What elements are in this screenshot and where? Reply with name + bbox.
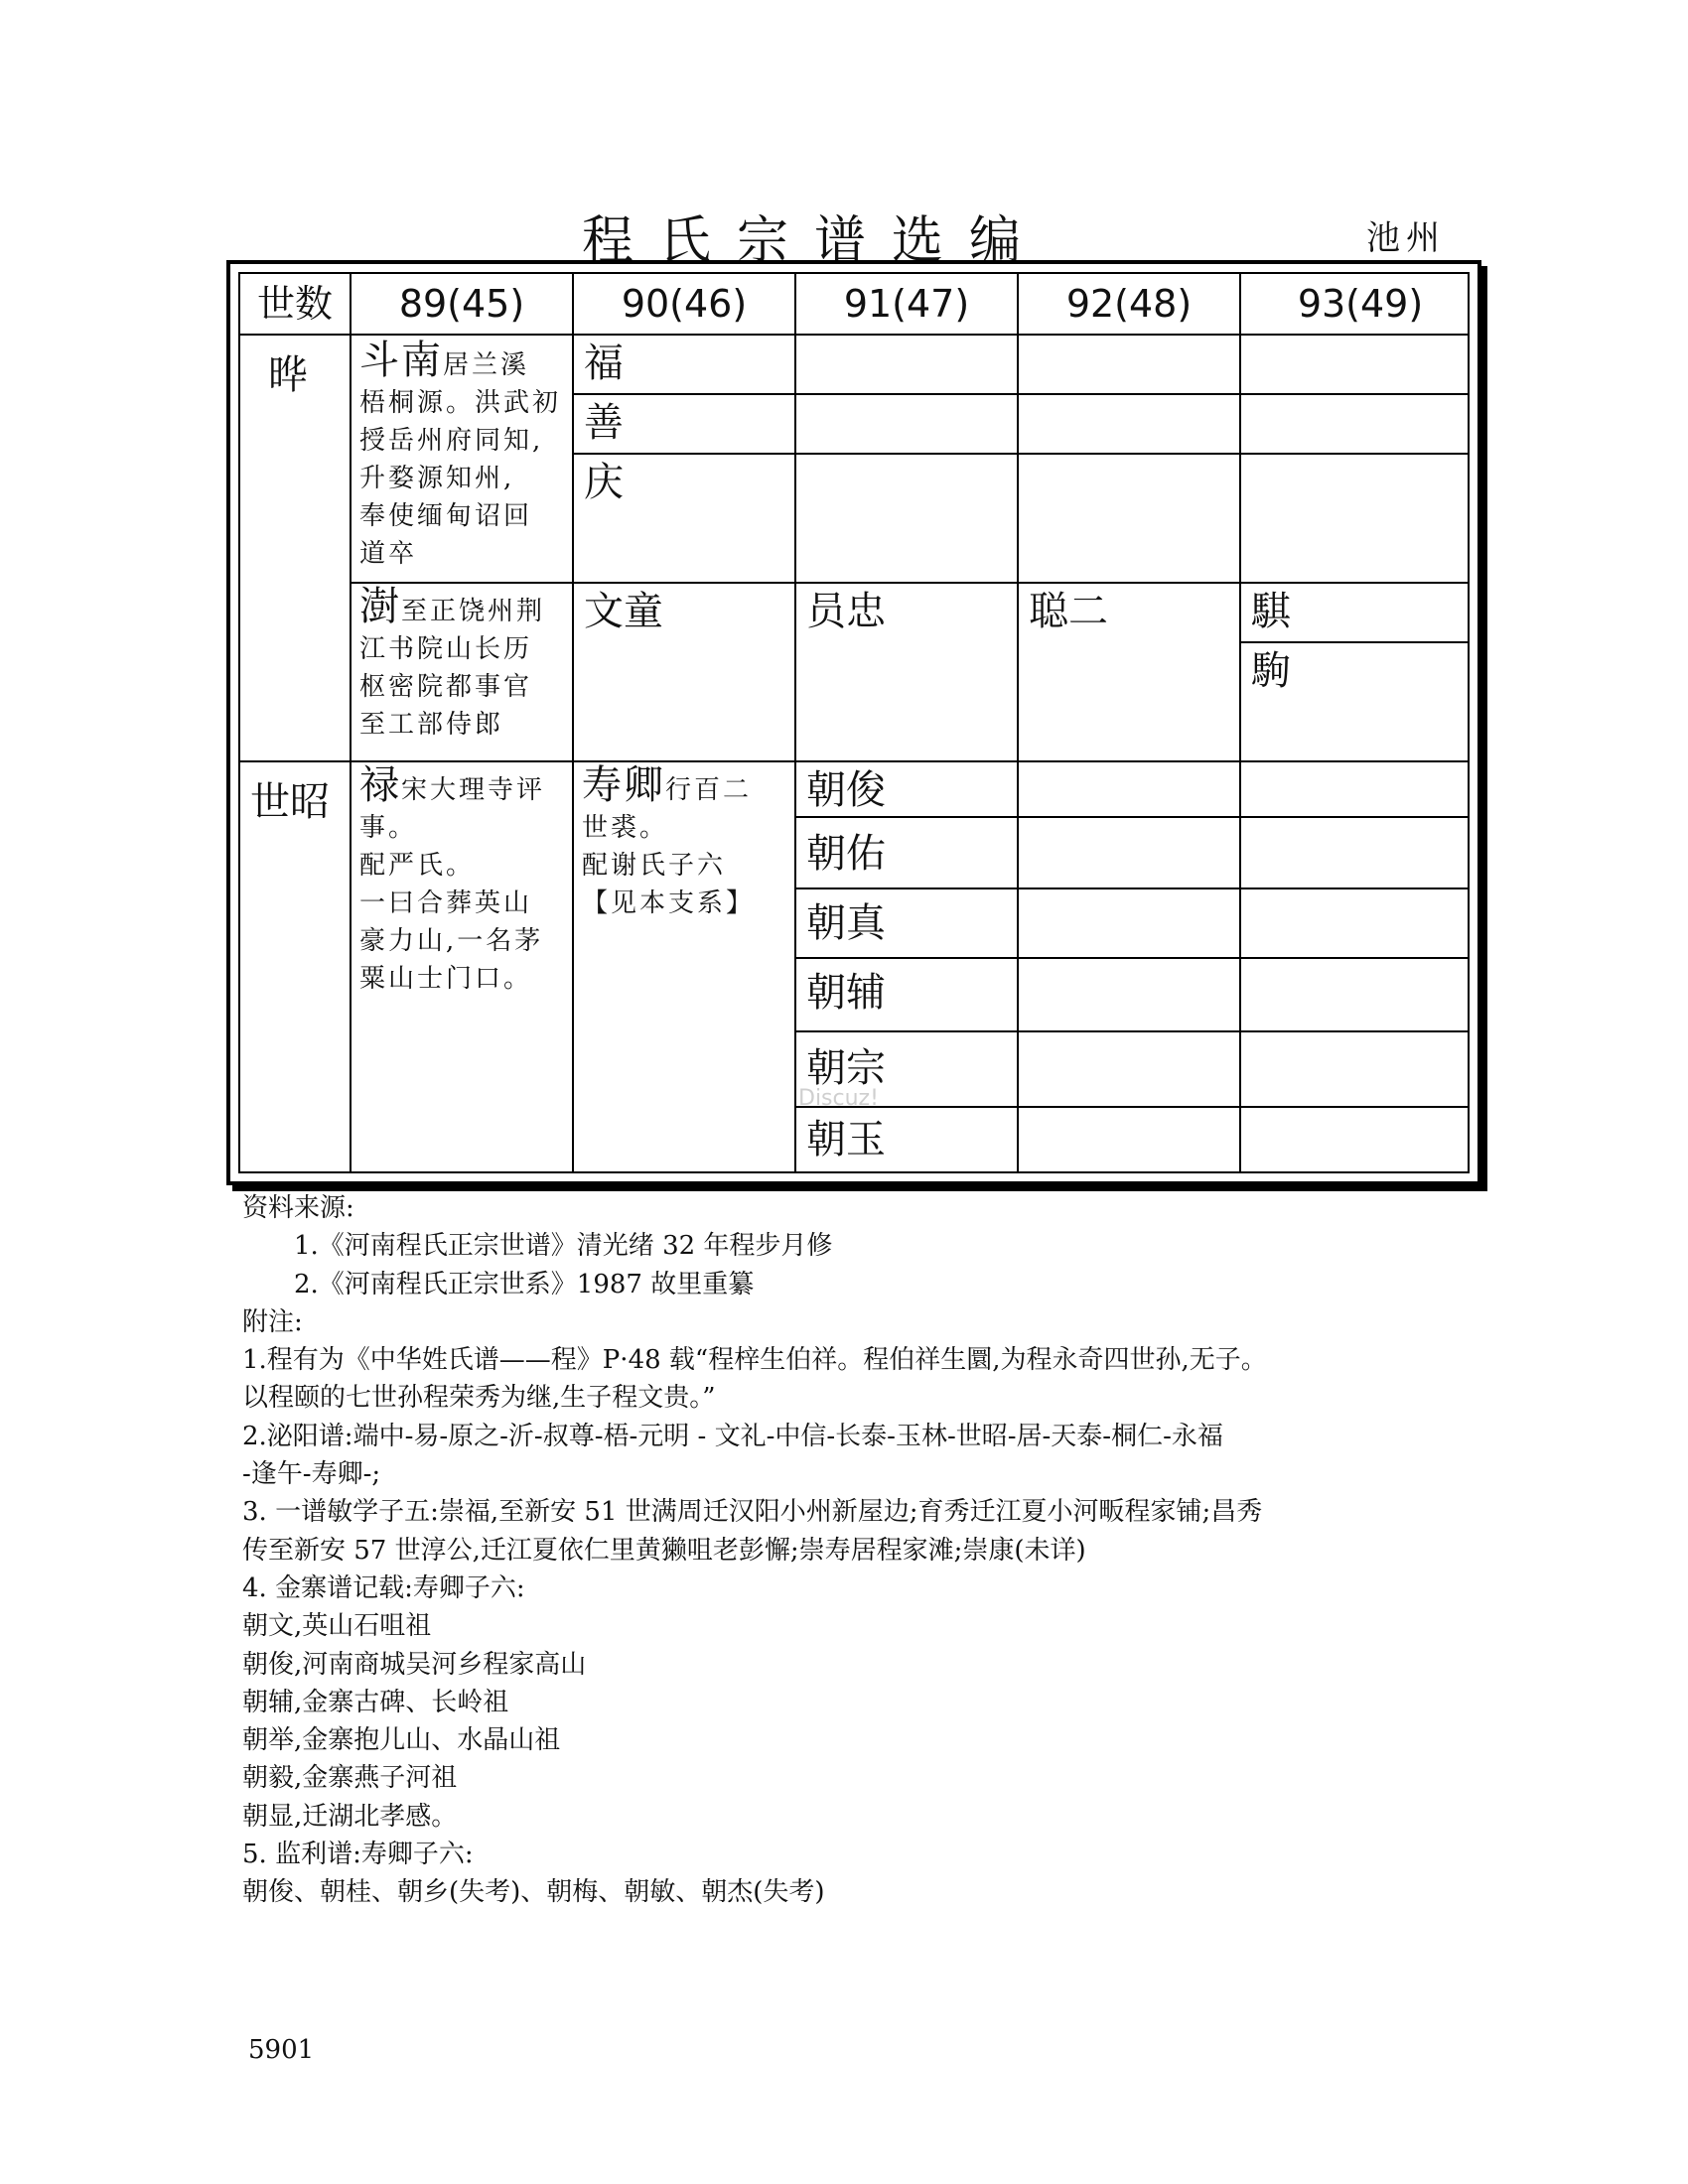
- note-line: 朝毅,金寨燕子河祖: [242, 1763, 458, 1794]
- note-line: 1.程有为《中华姓氏谱——程》P·48 载“程梓生伯祥。程伯祥生圜,为程永奇四世孙,无子。: [242, 1345, 1267, 1376]
- ancestor-name-ye: 晔: [268, 352, 308, 398]
- child-qing: 庆: [584, 460, 624, 505]
- desc-line: 世裘。: [582, 813, 669, 843]
- desc-line: 梧桐源。洪武初: [359, 388, 562, 418]
- person-name: 禄: [359, 762, 401, 808]
- grid-line: [794, 1030, 1468, 1032]
- note-line: 朝显,迁湖北孝感。: [242, 1801, 458, 1832]
- person-name: 斗南: [359, 338, 443, 383]
- header-shishu: 世数: [256, 282, 333, 326]
- page-number: 5901: [248, 2035, 315, 2065]
- note-line: 3. 一谱敏学子五:崇福,至新安 51 世满周迁汉阳小州新屋边;育秀迁江夏小河畈程家铺;昌秀: [242, 1497, 1263, 1528]
- note-line: 2.泌阳谱:端中-易-原之-沂-叔尊-梧-元明 - 文礼-中信-长泰-玉林-世昭-居-天泰-桐仁-永福: [242, 1421, 1223, 1451]
- person-yuanzhong: 员忠: [806, 589, 886, 634]
- desc-line: 升婺源知州,: [359, 464, 515, 493]
- person-name: 寿卿: [582, 762, 665, 808]
- genealogy-table: [226, 260, 1481, 1185]
- note-line: 资料来源:: [242, 1193, 354, 1223]
- desc-line: 江书院山长历: [359, 634, 533, 664]
- person-name: 澍: [359, 584, 401, 629]
- grid-line: [794, 957, 1468, 959]
- desc-line: 道卒: [359, 539, 418, 569]
- note-line: -逢午-寿卿-;: [242, 1459, 381, 1490]
- person-shouqing: [582, 762, 792, 922]
- desc-line: 粟山士门口。: [359, 964, 533, 994]
- person-desc-first: 至正饶州荆: [401, 597, 546, 626]
- notes-section: [242, 1189, 1474, 1912]
- note-line: 4. 金寨谱记载:寿卿子六:: [242, 1572, 525, 1603]
- header-gen-90: 90(46): [621, 282, 748, 326]
- child-shan: 善: [584, 400, 624, 446]
- grid-line: [1017, 274, 1019, 1171]
- person-ju: 駒: [1251, 648, 1291, 694]
- grandson-chaoyu: 朝玉: [806, 1117, 886, 1162]
- person-desc-first: 行百二: [665, 775, 753, 805]
- note-line: 1.《河南程氏正宗世谱》清光绪 32 年程步月修: [242, 1231, 833, 1262]
- grid-line: [572, 393, 1468, 395]
- region-label: 池州: [1366, 218, 1446, 258]
- header-gen-89: 89(45): [398, 282, 525, 326]
- page-title: 程氏宗谱选编: [581, 211, 1047, 271]
- grandson-chaozong: 朝宗: [806, 1045, 886, 1091]
- grid-line: [794, 816, 1468, 818]
- header-gen-93: 93(49): [1297, 282, 1424, 326]
- desc-line: 一曰合葬英山: [359, 888, 533, 918]
- note-line: 传至新安 57 世淳公,迁江夏依仁里黄獭咀老彭懈;崇寿居程家滩;崇康(未详): [242, 1535, 1086, 1566]
- note-line: 附注:: [242, 1306, 303, 1337]
- note-line: 以程颐的七世孙程荣秀为继,生子程文贵。”: [242, 1383, 716, 1414]
- grandson-chaofu: 朝辅: [806, 970, 886, 1016]
- desc-line: 枢密院都事官: [359, 672, 533, 702]
- grandson-chaojun: 朝俊: [806, 767, 886, 813]
- grid-line: [1239, 641, 1468, 643]
- header-gen-91: 91(47): [843, 282, 970, 326]
- grid-line: [350, 274, 352, 1171]
- person-dounan: [359, 338, 568, 573]
- desc-line: 豪力山,一名茅: [359, 926, 544, 956]
- grid-line: [350, 582, 1468, 584]
- grid-line: [1239, 274, 1241, 1171]
- watermark: Discuz!: [798, 1086, 879, 1111]
- desc-line: 奉使缅甸诏回: [359, 501, 533, 531]
- note-line: 朝辅,金寨古碑、长岭祖: [242, 1687, 509, 1717]
- note-line: 朝俊,河南商城吴河乡程家高山: [242, 1649, 587, 1680]
- desc-line: 配严氏。: [359, 851, 476, 881]
- child-fu: 福: [584, 341, 624, 386]
- desc-line: 【见本支系】: [582, 888, 756, 918]
- desc-line: 事。: [359, 813, 418, 843]
- grid-line: [572, 453, 1468, 455]
- person-lu: [359, 762, 568, 998]
- grandson-chaoyou: 朝佑: [806, 831, 886, 877]
- person-qi: 騏: [1251, 589, 1291, 634]
- note-line: 朝文,英山石咀祖: [242, 1611, 432, 1642]
- desc-line: 授岳州府同知,: [359, 426, 544, 456]
- header-gen-92: 92(48): [1065, 282, 1193, 326]
- person-conger: 聪二: [1029, 589, 1108, 634]
- desc-line: 至工部侍郎: [359, 710, 504, 740]
- person-shu: [359, 584, 568, 744]
- grid-line: [794, 1106, 1468, 1108]
- grid-line: [240, 760, 1468, 762]
- grid-line: [794, 274, 796, 1171]
- grid-line: [794, 887, 1468, 889]
- grid-line: [572, 274, 574, 1171]
- note-line: 朝俊、朝桂、朝乡(失考)、朝梅、朝敏、朝杰(失考): [242, 1877, 825, 1908]
- note-line: 5. 监利谱:寿卿子六:: [242, 1840, 474, 1870]
- desc-line: 配谢氏子六: [582, 851, 727, 881]
- grid-line: [240, 334, 1468, 336]
- ancestor-name-shizhao: 世昭: [250, 779, 330, 825]
- person-wentong: 文童: [584, 589, 663, 634]
- grandson-chaozhen: 朝真: [806, 900, 886, 946]
- person-desc-first: 宋大理寺评: [401, 775, 546, 805]
- note-line: 2.《河南程氏正宗世系》1987 故里重纂: [242, 1269, 755, 1299]
- person-desc-first: 居兰溪: [443, 350, 530, 380]
- table-grid: [238, 272, 1470, 1173]
- note-line: 朝举,金寨抱儿山、水晶山祖: [242, 1725, 561, 1756]
